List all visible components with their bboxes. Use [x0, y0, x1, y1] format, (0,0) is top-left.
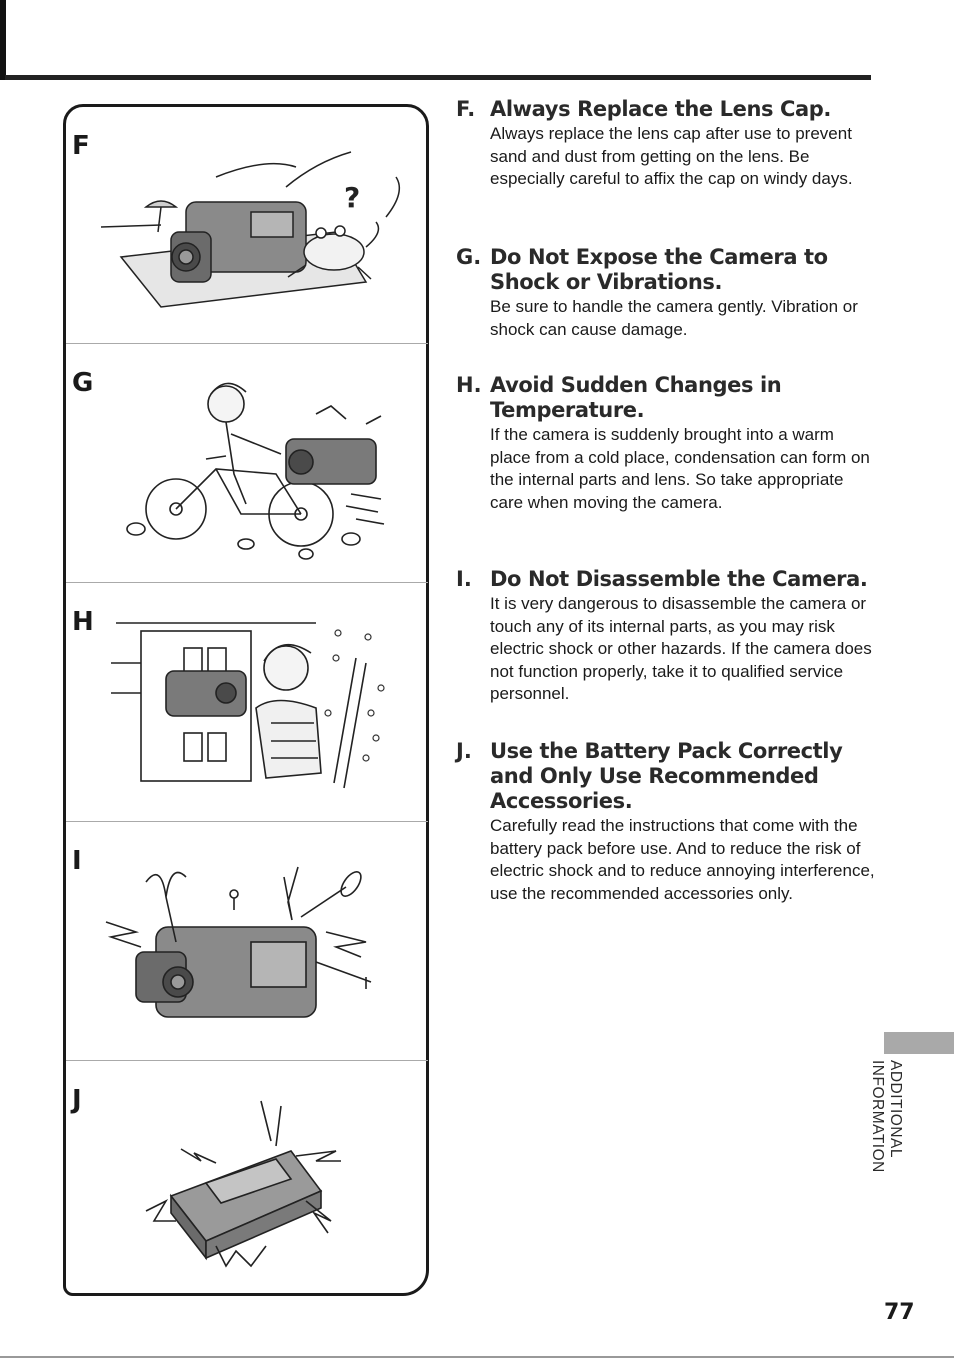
side-section-label: ADDITIONAL INFORMATION: [869, 1060, 904, 1173]
panel-i: [66, 822, 428, 1061]
section-body: If the camera is suddenly brought into a warm place from a cold place, condensation can form on the internal parts and lens. So take appropriate care when moving the camera.: [490, 425, 870, 512]
section-letter: J.: [456, 739, 472, 763]
header-rule: [5, 75, 871, 80]
svg-text:?: ?: [344, 181, 361, 214]
section-letter: G.: [456, 245, 482, 269]
panel-letter: G: [72, 368, 94, 398]
page-bottom-edge: [0, 1356, 954, 1358]
bicycle-vibration-illustration: [66, 344, 428, 583]
section-body: Carefully read the instructions that come with the battery pack before use. And to reduce the risk of electric shock and to reduce annoying interference, use the recommended accessories only.: [490, 816, 875, 903]
section-letter: F.: [456, 97, 476, 121]
section-title: Do Not Expose the Camera to Shock or Vibrations.: [490, 245, 828, 294]
section-f: [456, 97, 876, 191]
temperature-change-illustration: [66, 583, 428, 822]
disassembly-warning-illustration: [66, 822, 428, 1061]
section-letter: H.: [456, 373, 482, 397]
camcorder-beach-illustration: [66, 107, 428, 344]
panel-letter: H: [72, 607, 94, 637]
panel-g: [66, 344, 428, 583]
battery-pack-illustration: [66, 1061, 428, 1291]
section-heading: [456, 97, 876, 122]
panel-letter: J: [72, 1085, 82, 1115]
panel-letter: F: [72, 131, 90, 161]
section-heading: [456, 567, 876, 592]
section-letter: I.: [456, 567, 472, 591]
panel-h: [66, 583, 428, 822]
section-body: Be sure to handle the camera gently. Vibration or shock can cause damage.: [490, 297, 858, 339]
section-body: Always replace the lens cap after use to prevent sand and dust from getting on the lens. Be especially careful to affix the cap on windy days.: [490, 124, 853, 189]
section-title: Do Not Disassemble the Camera.: [490, 567, 868, 591]
page-edge-mark: [0, 0, 6, 80]
page-number: 77: [884, 1300, 915, 1325]
section-g: [456, 245, 876, 341]
section-body: It is very dangerous to disassemble the camera or touch any of its internal parts, as you may risk electric shock or other hazards. If the camera does not function properly, take it to qualified service personnel.: [490, 594, 872, 704]
section-title: Use the Battery Pack Correctly and Only Use Recommended Accessories.: [490, 739, 843, 813]
section-i: [456, 567, 876, 706]
section-title: Always Replace the Lens Cap.: [490, 97, 832, 121]
section-heading: [456, 373, 876, 423]
section-heading: [456, 739, 876, 814]
panel-f: [66, 107, 428, 344]
panel-j: [66, 1061, 428, 1291]
section-h: [456, 373, 876, 514]
section-j: [456, 739, 876, 905]
section-title: Avoid Sudden Changes in Temperature.: [490, 373, 782, 422]
side-tab-marker: [884, 1032, 954, 1054]
section-heading: [456, 245, 876, 295]
panel-letter: I: [72, 846, 82, 876]
